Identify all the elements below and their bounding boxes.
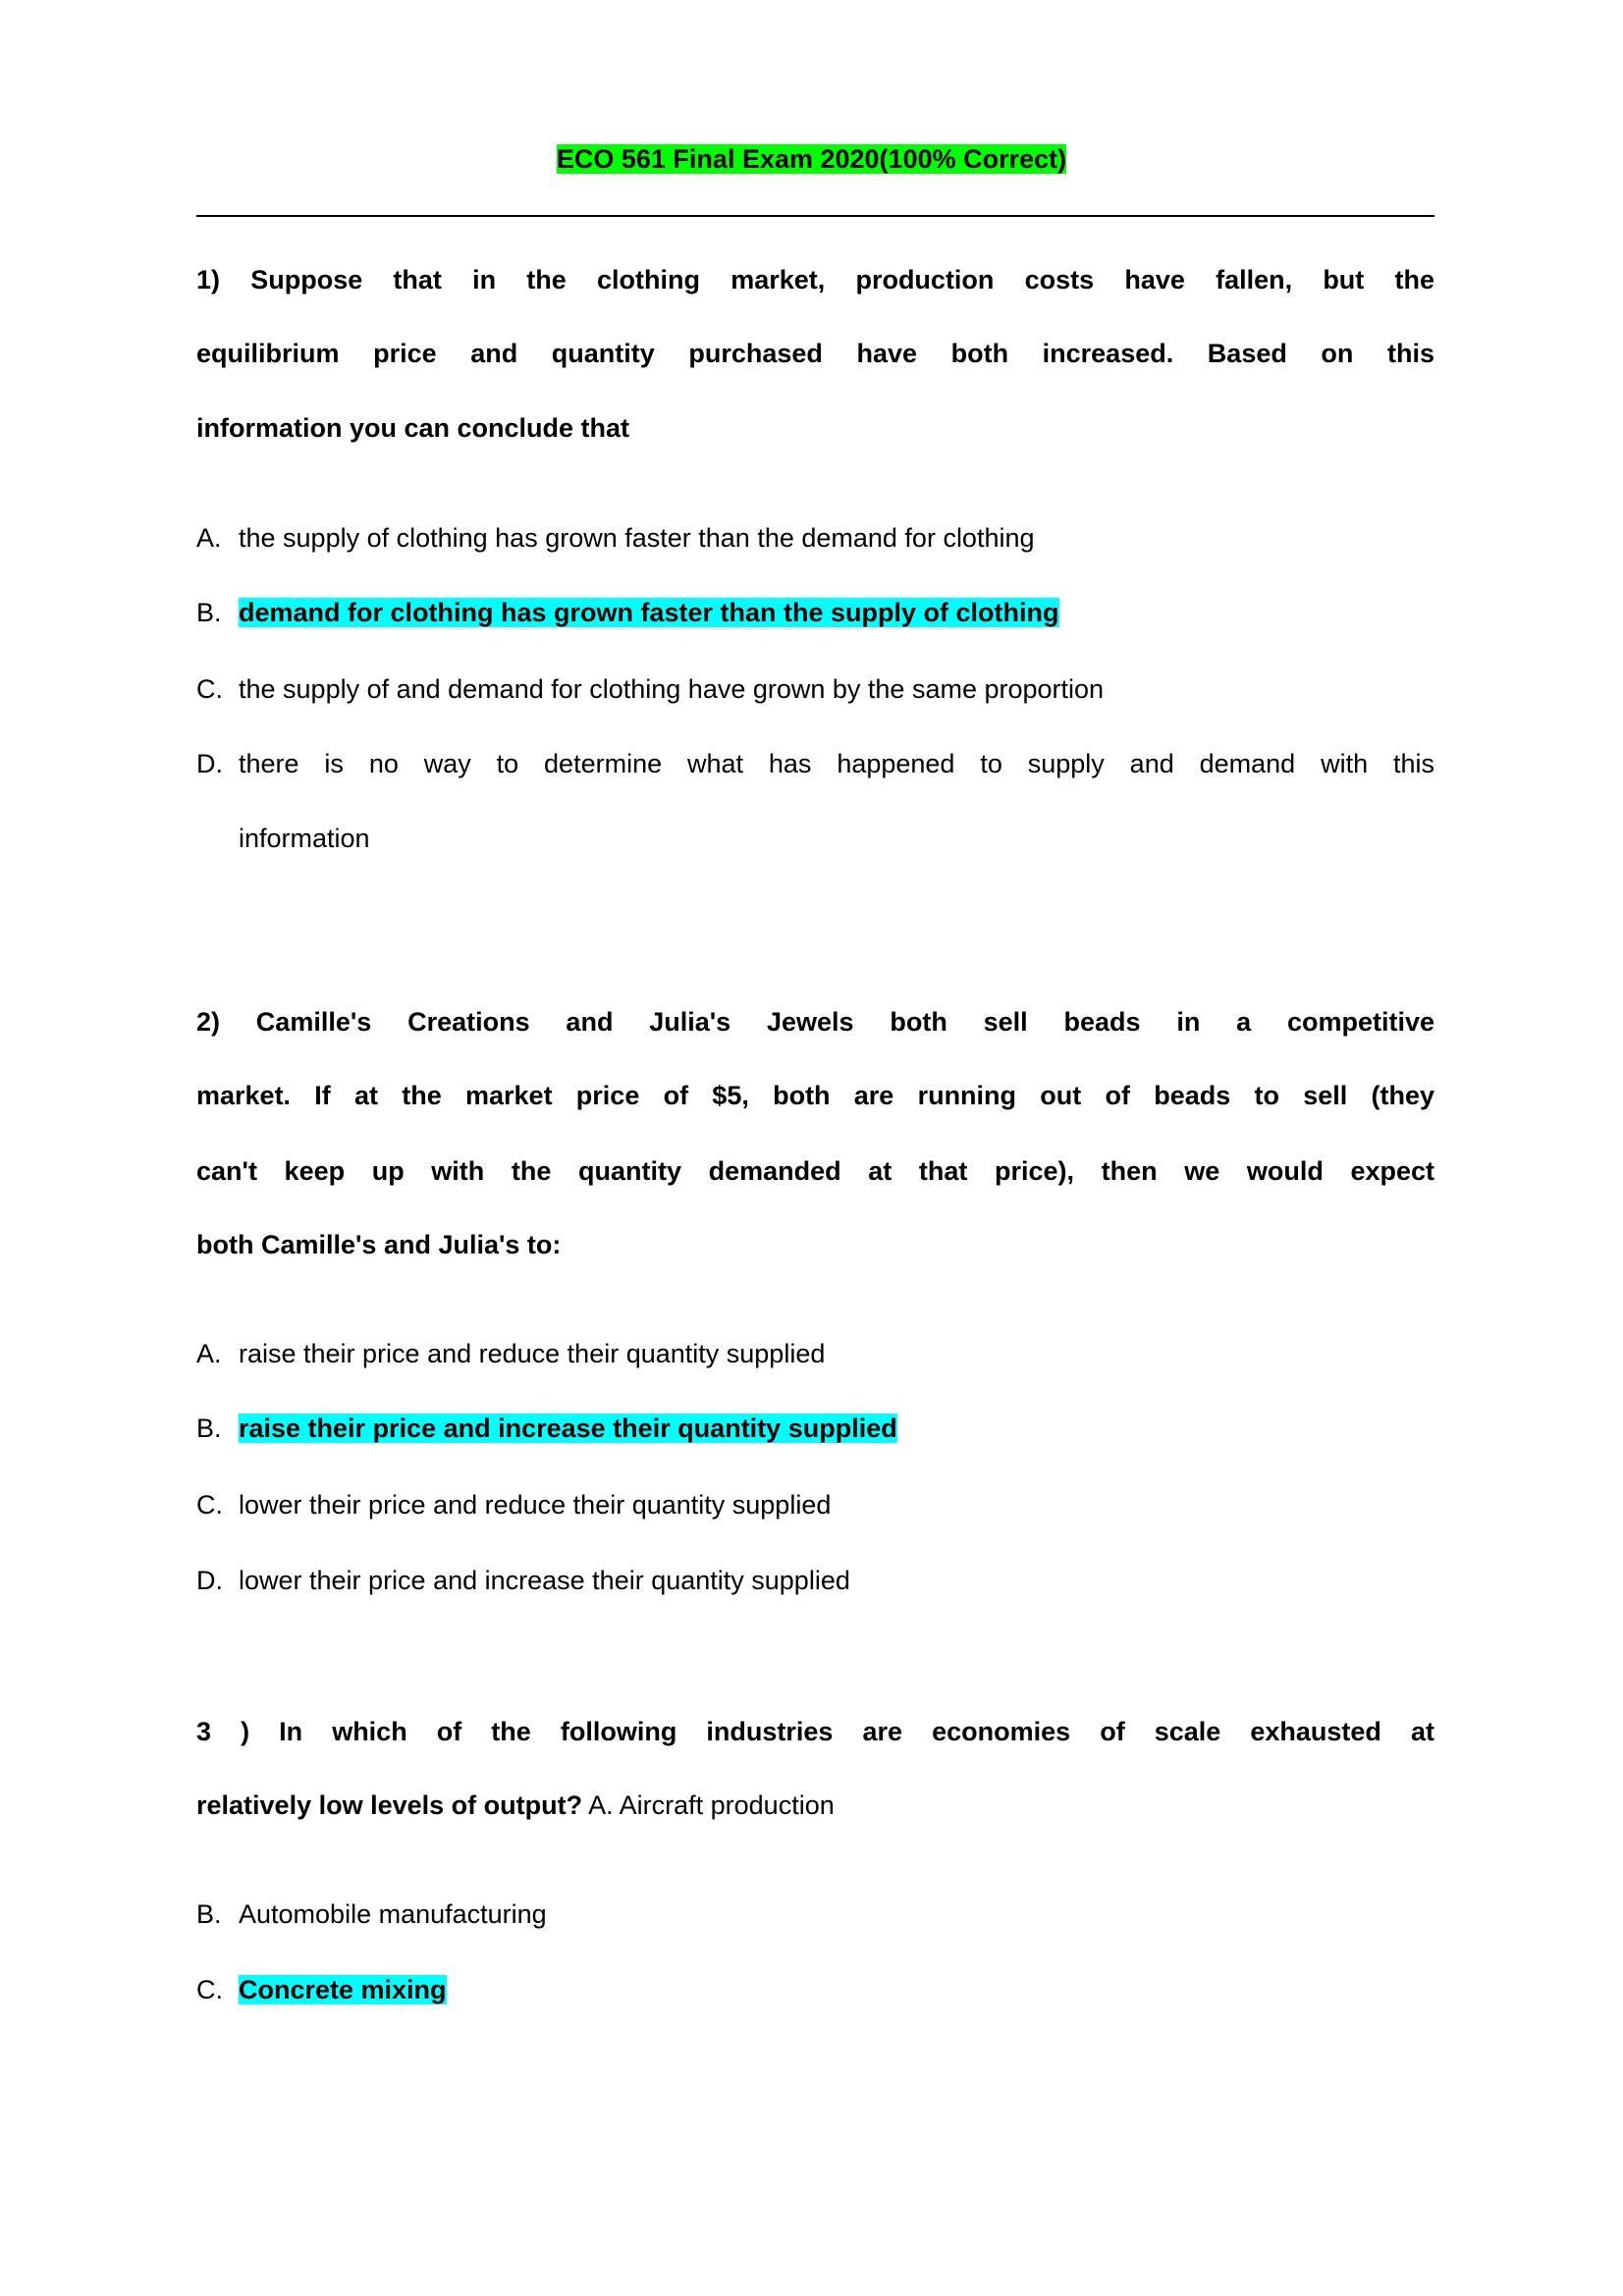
option-text: Automobile manufacturing (239, 1899, 547, 1929)
option-text: the supply of and demand for clothing have grown by the same proportion (239, 674, 1105, 704)
q3-option-a: A. Aircraft production (582, 1790, 835, 1820)
question-text: relatively low levels of output? (196, 1790, 583, 1820)
q1-option-a (196, 518, 1434, 558)
option-text: lower their price and increase their quantity supplied (239, 1566, 850, 1595)
title-divider (196, 215, 1434, 217)
q1-option-c (196, 669, 1434, 709)
q2-option-b (196, 1409, 1434, 1448)
question-2-line-4: both Camille's and Julia's to: (196, 1230, 562, 1259)
q1-option-d-continued: information (239, 824, 370, 853)
question-1-line-2: equilibrium price and quantity purchased have both increased. Based on this (196, 339, 1434, 368)
option-label: B. (196, 1414, 222, 1443)
question-2-line-2: market. If at the market price of $5, both are running out of beads to sell (they (196, 1081, 1434, 1110)
question-1-line-1: 1) Suppose that in the clothing market, production costs have fallen, but the (196, 265, 1434, 294)
option-text: there is no way to determine what has happened to supply and demand with this (239, 749, 1434, 778)
q2-option-a (196, 1334, 1434, 1373)
correct-answer-highlight: demand for clothing has grown faster than the supply of clothing (239, 598, 1059, 627)
exam-title (0, 139, 1623, 179)
option-label: C. (196, 1975, 223, 2004)
question-1-line-3: information you can conclude that (196, 413, 630, 443)
question-3-line-1: 3 ) In which of the following industries are economies of scale exhausted at (196, 1717, 1434, 1746)
option-text: the supply of clothing has grown faster than the demand for clothing (239, 523, 1035, 553)
option-text: raise their price and reduce their quantity supplied (239, 1339, 826, 1368)
correct-answer-highlight: raise their price and increase their quantity supplied (239, 1414, 897, 1443)
q1-option-b (196, 593, 1434, 632)
option-label: C. (196, 1490, 223, 1520)
option-label: D. (196, 749, 223, 778)
option-label: B. (196, 598, 222, 627)
q2-option-c (196, 1485, 1434, 1524)
option-label: D. (196, 1566, 223, 1595)
option-label: A. (196, 523, 222, 553)
question-2-line-3: can't keep up with the quantity demanded at that price), then we would expect (196, 1156, 1434, 1186)
q3-option-b (196, 1895, 1434, 1934)
correct-answer-highlight: Concrete mixing (239, 1975, 447, 2004)
question-2-line-1: 2) Camille's Creations and Julia's Jewels both sell beads in a competitive (196, 1007, 1434, 1037)
option-text: lower their price and reduce their quantity supplied (239, 1490, 832, 1520)
q2-option-d (196, 1561, 1434, 1600)
option-label: C. (196, 674, 223, 704)
option-label: B. (196, 1899, 222, 1929)
q1-option-d (196, 744, 1434, 783)
q3-option-c (196, 1970, 1434, 2009)
question-3-line-2 (196, 1786, 1434, 1825)
option-label: A. (196, 1339, 222, 1368)
title-text: ECO 561 Final Exam 2020(100% Correct) (556, 144, 1067, 174)
